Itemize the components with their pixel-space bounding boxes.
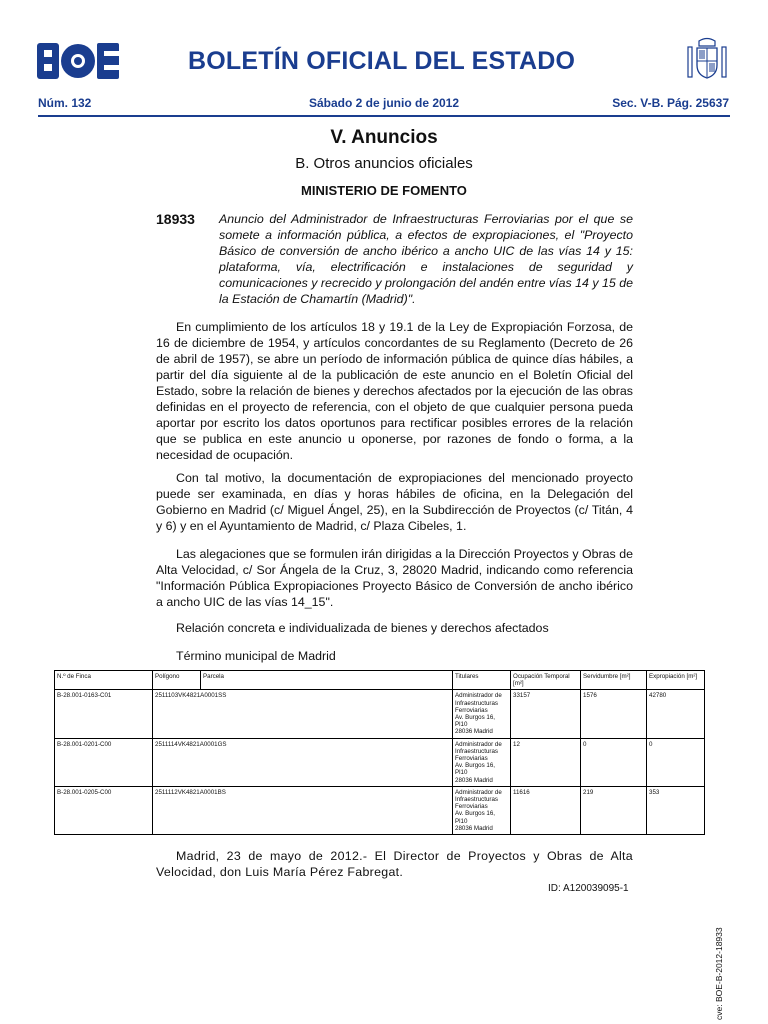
cell-ocupacion: 11616 [511,786,581,834]
cell-expropiacion: 0 [647,738,705,786]
coat-of-arms-icon [686,37,728,81]
cell-titulares: Administrador de Infraestructuras Ferroviarias Av. Burgos 16, Pl10 28036 Madrid [453,738,511,786]
cell-ocupacion: 33157 [511,690,581,738]
section-title: V. Anuncios [330,127,438,148]
ministry-title: MINISTERIO DE FOMENTO [301,183,467,198]
col-header-expropiacion: Expropiación [m²] [647,671,705,690]
cell-expropiacion: 42780 [647,690,705,738]
signature-paragraph: Madrid, 23 de mayo de 2012.- El Director de Proyectos y Obras de Alta Velocidad, don Luis María Pérez Fabregat. [156,849,633,879]
subsection-title: B. Otros anuncios oficiales [295,155,473,172]
cell-poligono: 2511103VK4821A0001SS [153,690,453,738]
anuncio-number: 18933 [156,211,195,227]
issue-date: Sábado 2 de junio de 2012 [308,96,460,110]
section-page: Sec. V-B. Pág. 25637 [612,96,729,110]
cell-servidumbre: 1576 [581,690,647,738]
cell-finca: B-28.001-0205-C00 [55,786,153,834]
issue-number: Núm. 132 [38,96,92,110]
fincas-table [54,670,705,835]
newspaper-title: BOLETÍN OFICIAL DEL ESTADO [188,47,576,75]
boe-logo [37,43,119,79]
col-header-parcela: Parcela [201,671,453,690]
col-header-servidumbre: Servidumbre [m²] [581,671,647,690]
cve-code: cve: BOE-B-2012-18933 [714,927,724,1020]
cell-ocupacion: 12 [511,738,581,786]
table-row [55,786,705,834]
relacion-heading: Relación concreta e individualizada de bienes y derechos afectados [176,621,549,635]
header-divider [38,115,730,117]
col-header-poligono: Polígono [153,671,201,690]
paragraph-3: Las alegaciones que se formulen irán dirigidas a la Dirección Proyectos y Obras de Alta Velocidad, c/ Sor Ángela de la Cruz, 3, 28020 Madrid, indicando como referencia "Información Pública Expropiaciones Proyecto Básico de Conversión de ancho ibérico a ancho UIC de las vías 14_15". [156,547,633,609]
anuncio-summary: Anuncio del Administrador de Infraestructuras Ferroviarias por el que se somete a información pública, a efectos de expropiaciones, el "Proyecto Básico de conversión de ancho ibérico a ancho UIC de las vías 14 y 15: plataforma, vía, electrificación e instalaciones de seguridad y comunicaciones y recrecido y prolongación del andén entre vías 14 y 15 de la Estación de Chamartín (Madrid)". [219,212,633,306]
table-row [55,738,705,786]
cell-servidumbre: 0 [581,738,647,786]
table-row [55,690,705,738]
col-header-titulares: Titulares [453,671,511,690]
cell-servidumbre: 219 [581,786,647,834]
termino-heading: Término municipal de Madrid [176,649,336,663]
cell-titulares: Administrador de Infraestructuras Ferroviarias Av. Burgos 16, Pl10 28036 Madrid [453,786,511,834]
cell-poligono: 2511112VK4821A0001BS [153,786,453,834]
document-id: ID: A120039095-1 [548,883,629,894]
cell-titulares: Administrador de Infraestructuras Ferroviarias Av. Burgos 16, Pl10 28036 Madrid [453,690,511,738]
col-header-finca: N.º de Finca [55,671,153,690]
col-header-ocupacion: Ocupación Temporal [m²] [511,671,581,690]
cell-expropiacion: 353 [647,786,705,834]
paragraph-1: En cumplimiento de los artículos 18 y 19.1 de la Ley de Expropiación Forzosa, de 16 de diciembre de 1954, y artículos concordantes de su Reglamento (Decreto de 26 de abril de 1957), se abre un período de información pública de quince días hábiles, a partir del día siguiente al de la publicación de este anuncio en el Boletín Oficial del Estado, sobre la relación de bienes y derechos afectados por la ejecución de las obras definidas en el proyecto de referencia, con el objeto de que cualquier persona pueda aportar por escrito los datos oportunos para rectificar posibles errores de la relación que se publica en este anuncio u oponerse, por razones de fondo o forma, a la necesidad de ocupación. [156,320,633,462]
cell-finca: B-28.001-0163-C01 [55,690,153,738]
paragraph-2: Con tal motivo, la documentación de expropiaciones del mencionado proyecto puede ser examinada, en días y horas hábiles de oficina, en la Delegación del Gobierno en Madrid (c/ Miguel Ángel, 25), en la Subdirección de Proyectos (c/ Titán, 4 y 6) y en el Ayuntamiento de Madrid, c/ Plaza Cibeles, 1. [156,471,633,533]
cell-finca: B-28.001-0201-C00 [55,738,153,786]
cell-poligono: 2511114VK4821A0001GS [153,738,453,786]
table-header-row [55,671,705,690]
